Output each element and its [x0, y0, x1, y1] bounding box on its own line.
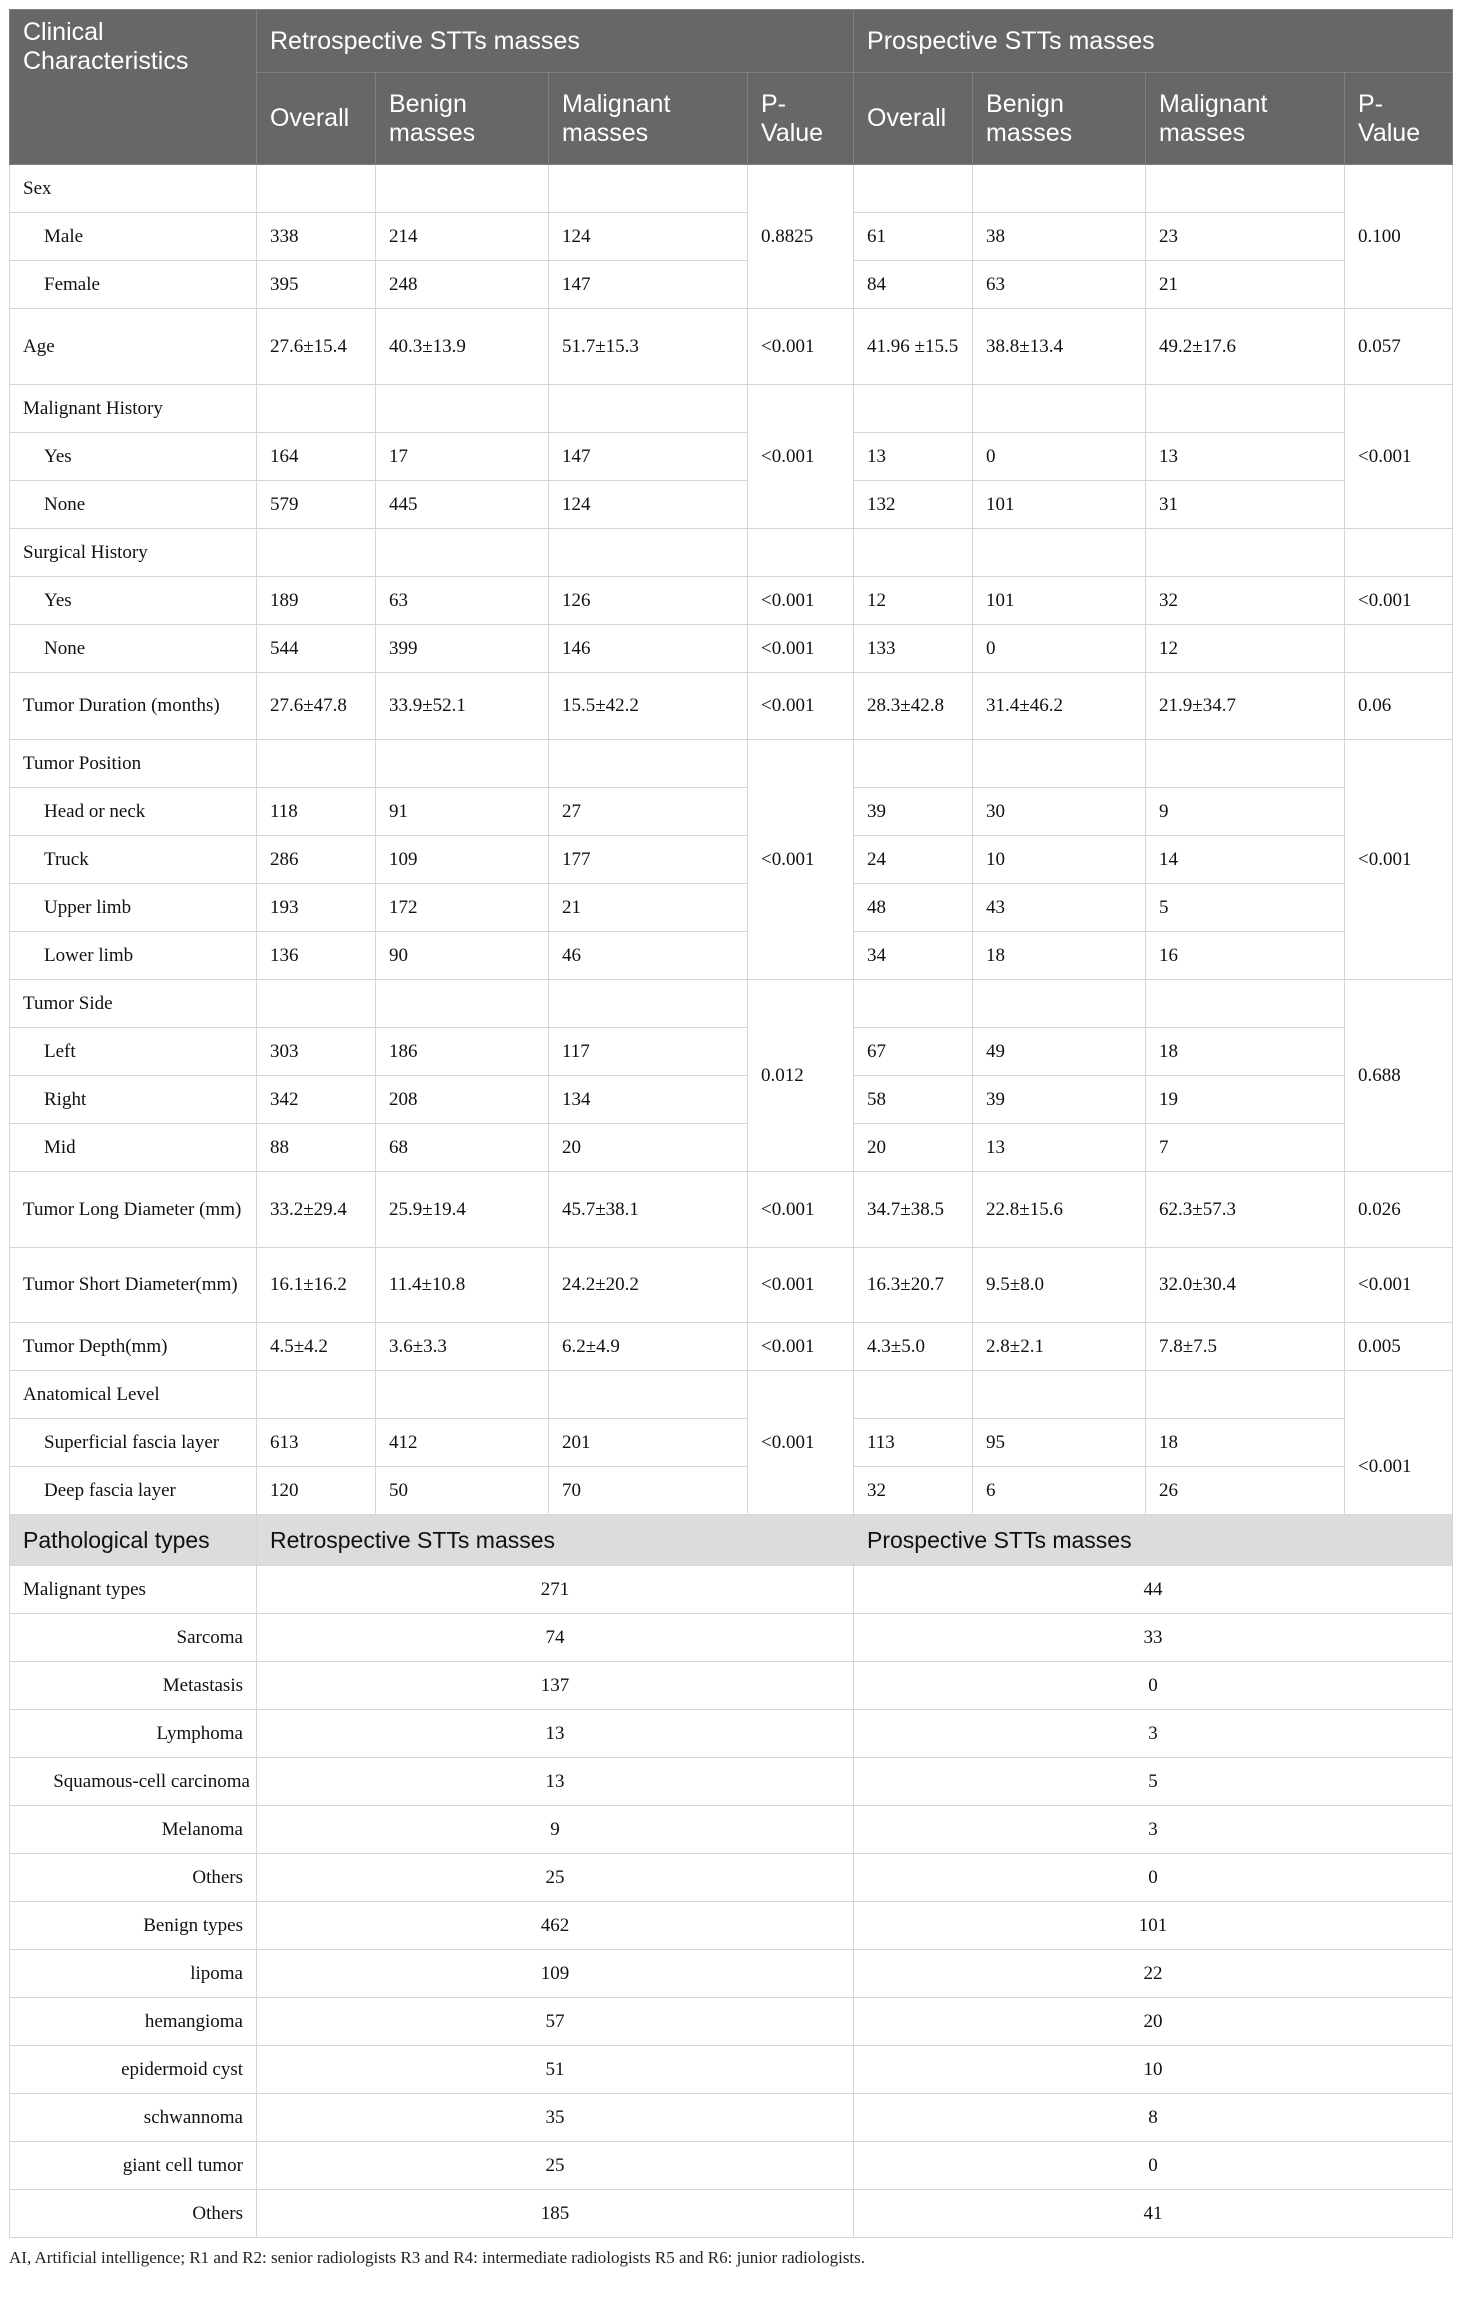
cell: 39 [973, 1076, 1146, 1124]
p-value-cell: 0.012 [748, 980, 854, 1172]
pathology-row [10, 1902, 1453, 1950]
cell: 19 [1146, 1076, 1345, 1124]
row-label: Tumor Side [10, 980, 257, 1028]
cell: 189 [257, 577, 376, 625]
cell: 9.5±8.0 [973, 1248, 1146, 1323]
table-row [10, 980, 1453, 1028]
pathology-pro-value: 101 [854, 1902, 1453, 1950]
table-row [10, 673, 1453, 740]
p-value-cell: 0.06 [1345, 673, 1453, 740]
p-value-cell: 0.026 [1345, 1172, 1453, 1248]
row-label: Anatomical Level [10, 1371, 257, 1419]
table-row [10, 213, 1453, 261]
cell: 39 [854, 788, 973, 836]
cell: 6.2±4.9 [549, 1323, 748, 1371]
table-row [10, 529, 1453, 577]
p-value-cell: <0.001 [748, 1248, 854, 1323]
p-value-cell: <0.001 [748, 385, 854, 529]
cell: 33.9±52.1 [376, 673, 549, 740]
pathology-retro-value: 51 [257, 2046, 854, 2094]
row-label: Tumor Duration (months) [10, 673, 257, 740]
pathology-retro-value: 462 [257, 1902, 854, 1950]
cell: 16.1±16.2 [257, 1248, 376, 1323]
table-row [10, 165, 1453, 213]
cell: 95 [973, 1419, 1146, 1467]
cell: 395 [257, 261, 376, 309]
cell: 214 [376, 213, 549, 261]
table-row [10, 1076, 1453, 1124]
cell: 164 [257, 433, 376, 481]
cell: 43 [973, 884, 1146, 932]
row-label: None [10, 625, 257, 673]
header-pro-overall: Overall [854, 73, 973, 165]
cell: 0 [973, 433, 1146, 481]
cell: 32 [854, 1467, 973, 1515]
row-label: None [10, 481, 257, 529]
table-row [10, 884, 1453, 932]
cell: 201 [549, 1419, 748, 1467]
cell: 27.6±15.4 [257, 309, 376, 385]
p-value-cell: <0.001 [748, 1371, 854, 1515]
cell: 133 [854, 625, 973, 673]
cell: 51.7±15.3 [549, 309, 748, 385]
cell: 67 [854, 1028, 973, 1076]
table-row [10, 1371, 1453, 1419]
pathology-row [10, 1998, 1453, 2046]
row-label: Age [10, 309, 257, 385]
clinical-characteristics-table [9, 9, 1453, 2238]
cell: 7 [1146, 1124, 1345, 1172]
cell: 88 [257, 1124, 376, 1172]
pathology-retro-value: 57 [257, 1998, 854, 2046]
cell: 27 [549, 788, 748, 836]
cell: 544 [257, 625, 376, 673]
cell: 21 [1146, 261, 1345, 309]
row-label: Male [10, 213, 257, 261]
row-label: Left [10, 1028, 257, 1076]
cell: 28.3±42.8 [854, 673, 973, 740]
p-value-cell: 0.8825 [748, 165, 854, 309]
cell: 12 [854, 577, 973, 625]
p-value-cell: <0.001 [748, 625, 854, 673]
table-row [10, 1124, 1453, 1172]
pathology-label: Sarcoma [10, 1614, 257, 1662]
cell: 16.3±20.7 [854, 1248, 973, 1323]
cell: 101 [973, 481, 1146, 529]
cell: 49.2±17.6 [1146, 309, 1345, 385]
row-label: Sex [10, 165, 257, 213]
header-prospective-group: Prospective STTs masses [854, 10, 1453, 73]
row-label: Deep fascia layer [10, 1467, 257, 1515]
pathology-label: Squamous-cell carcinoma [10, 1758, 257, 1806]
cell: 126 [549, 577, 748, 625]
p-value-cell: 0.057 [1345, 309, 1453, 385]
cell: 63 [973, 261, 1146, 309]
pathology-row [10, 2046, 1453, 2094]
row-label: Lower limb [10, 932, 257, 980]
table-row [10, 1248, 1453, 1323]
pathology-label: Melanoma [10, 1806, 257, 1854]
cell: 23 [1146, 213, 1345, 261]
cell: 120 [257, 1467, 376, 1515]
row-label: Truck [10, 836, 257, 884]
pathology-retro-value: 25 [257, 1854, 854, 1902]
cell: 14 [1146, 836, 1345, 884]
pathology-row [10, 1950, 1453, 1998]
cell: 21 [549, 884, 748, 932]
cell: 177 [549, 836, 748, 884]
cell: 46 [549, 932, 748, 980]
header-retrospective-group: Retrospective STTs masses [257, 10, 854, 73]
header-retro-overall: Overall [257, 73, 376, 165]
pathology-pro-value: 41 [854, 2190, 1453, 2238]
cell: 6 [973, 1467, 1146, 1515]
cell: 13 [1146, 433, 1345, 481]
cell: 22.8±15.6 [973, 1172, 1146, 1248]
cell: 193 [257, 884, 376, 932]
cell: 412 [376, 1419, 549, 1467]
p-value-cell: 0.005 [1345, 1323, 1453, 1371]
cell: 5 [1146, 884, 1345, 932]
pathology-retro-value: 35 [257, 2094, 854, 2142]
pathology-row [10, 1614, 1453, 1662]
cell: 399 [376, 625, 549, 673]
pathology-label: Benign types [10, 1902, 257, 1950]
pathology-row [10, 1758, 1453, 1806]
cell: 91 [376, 788, 549, 836]
cell: 25.9±19.4 [376, 1172, 549, 1248]
row-label: Tumor Depth(mm) [10, 1323, 257, 1371]
pathology-pro-value: 3 [854, 1806, 1453, 1854]
pathology-label: epidermoid cyst [10, 2046, 257, 2094]
cell: 34.7±38.5 [854, 1172, 973, 1248]
cell: 146 [549, 625, 748, 673]
header-retro-malignant: Malignant masses [549, 73, 748, 165]
pathology-retro-header: Retrospective STTs masses [257, 1515, 854, 1566]
cell: 7.8±7.5 [1146, 1323, 1345, 1371]
pathology-retro-value: 271 [257, 1566, 854, 1614]
p-value-cell: <0.001 [748, 740, 854, 980]
table-row [10, 625, 1453, 673]
header-pro-pvalue: P-Value [1345, 73, 1453, 165]
cell: 68 [376, 1124, 549, 1172]
p-value-cell: <0.001 [1345, 1371, 1453, 1515]
p-value-cell: <0.001 [1345, 577, 1453, 625]
cell: 172 [376, 884, 549, 932]
cell: 208 [376, 1076, 549, 1124]
table-row [10, 1028, 1453, 1076]
cell: 4.5±4.2 [257, 1323, 376, 1371]
cell: 11.4±10.8 [376, 1248, 549, 1323]
pathology-retro-value: 13 [257, 1758, 854, 1806]
cell: 342 [257, 1076, 376, 1124]
p-value-cell: <0.001 [1345, 740, 1453, 980]
row-label: Right [10, 1076, 257, 1124]
pathology-retro-value: 74 [257, 1614, 854, 1662]
pathology-retro-value: 185 [257, 2190, 854, 2238]
p-value-cell: <0.001 [1345, 385, 1453, 529]
cell: 26 [1146, 1467, 1345, 1515]
cell: 24.2±20.2 [549, 1248, 748, 1323]
pathology-pro-value: 5 [854, 1758, 1453, 1806]
table-row [10, 740, 1453, 788]
cell: 186 [376, 1028, 549, 1076]
cell: 134 [549, 1076, 748, 1124]
pathology-label: schwannoma [10, 2094, 257, 2142]
pathology-row [10, 1710, 1453, 1758]
pathology-label: Metastasis [10, 1662, 257, 1710]
cell: 17 [376, 433, 549, 481]
row-label: Tumor Position [10, 740, 257, 788]
table-row [10, 1323, 1453, 1371]
pathology-pro-value: 44 [854, 1566, 1453, 1614]
cell: 31 [1146, 481, 1345, 529]
table-row [10, 932, 1453, 980]
cell: 40.3±13.9 [376, 309, 549, 385]
cell: 13 [854, 433, 973, 481]
table-wrapper [9, 9, 1452, 2268]
cell: 13 [973, 1124, 1146, 1172]
cell: 0 [973, 625, 1146, 673]
cell: 38.8±13.4 [973, 309, 1146, 385]
header-pro-benign: Benign masses [973, 73, 1146, 165]
table-row [10, 309, 1453, 385]
cell: 70 [549, 1467, 748, 1515]
cell: 20 [549, 1124, 748, 1172]
cell: 38 [973, 213, 1146, 261]
cell: 45.7±38.1 [549, 1172, 748, 1248]
pathology-pro-value: 8 [854, 2094, 1453, 2142]
pathology-title: Pathological types [10, 1515, 257, 1566]
table-row [10, 261, 1453, 309]
pathology-label: Lymphoma [10, 1710, 257, 1758]
pathology-retro-value: 13 [257, 1710, 854, 1758]
cell: 147 [549, 433, 748, 481]
row-label: Mid [10, 1124, 257, 1172]
cell: 20 [854, 1124, 973, 1172]
pathology-label: lipoma [10, 1950, 257, 1998]
cell: 132 [854, 481, 973, 529]
cell: 31.4±46.2 [973, 673, 1146, 740]
cell: 118 [257, 788, 376, 836]
table-row [10, 788, 1453, 836]
pathology-row [10, 1806, 1453, 1854]
cell: 12 [1146, 625, 1345, 673]
row-label: Tumor Long Diameter (mm) [10, 1172, 257, 1248]
table-row [10, 1172, 1453, 1248]
row-label: Yes [10, 433, 257, 481]
table-row [10, 577, 1453, 625]
pathology-row [10, 1662, 1453, 1710]
pathology-header-row [10, 1515, 1453, 1566]
row-label: Tumor Short Diameter(mm) [10, 1248, 257, 1323]
cell: 3.6±3.3 [376, 1323, 549, 1371]
pathology-row [10, 1854, 1453, 1902]
header-row-1 [10, 10, 1453, 73]
cell: 49 [973, 1028, 1146, 1076]
header-retro-pvalue: P-Value [748, 73, 854, 165]
cell: 147 [549, 261, 748, 309]
table-row [10, 1467, 1453, 1515]
pathology-pro-value: 0 [854, 2142, 1453, 2190]
cell: 63 [376, 577, 549, 625]
table-row [10, 1419, 1453, 1467]
pathology-retro-value: 109 [257, 1950, 854, 1998]
row-label: Surgical History [10, 529, 257, 577]
cell: 338 [257, 213, 376, 261]
cell: 445 [376, 481, 549, 529]
cell: 286 [257, 836, 376, 884]
cell: 32.0±30.4 [1146, 1248, 1345, 1323]
cell: 62.3±57.3 [1146, 1172, 1345, 1248]
cell: 21.9±34.7 [1146, 673, 1345, 740]
cell: 613 [257, 1419, 376, 1467]
row-label: Female [10, 261, 257, 309]
pathology-label: Others [10, 2190, 257, 2238]
pathology-label: giant cell tumor [10, 2142, 257, 2190]
row-label: Malignant History [10, 385, 257, 433]
row-label: Head or neck [10, 788, 257, 836]
pathology-retro-value: 25 [257, 2142, 854, 2190]
cell: 124 [549, 213, 748, 261]
cell: 48 [854, 884, 973, 932]
row-label: Superficial fascia layer [10, 1419, 257, 1467]
table-row [10, 481, 1453, 529]
pathology-pro-value: 20 [854, 1998, 1453, 2046]
pathology-pro-value: 3 [854, 1710, 1453, 1758]
cell: 30 [973, 788, 1146, 836]
table-row [10, 385, 1453, 433]
cell: 10 [973, 836, 1146, 884]
cell: 18 [973, 932, 1146, 980]
cell: 101 [973, 577, 1146, 625]
cell: 27.6±47.8 [257, 673, 376, 740]
cell: 24 [854, 836, 973, 884]
table-footnote: AI, Artificial intelligence; R1 and R2: senior radiologists R3 and R4: intermediate radiologists R5 and R6: junior radiologists. [9, 2248, 866, 2267]
cell: 16 [1146, 932, 1345, 980]
pathology-label: Others [10, 1854, 257, 1902]
pathology-pro-value: 0 [854, 1854, 1453, 1902]
header-retro-benign: Benign masses [376, 73, 549, 165]
cell: 4.3±5.0 [854, 1323, 973, 1371]
p-value-cell: <0.001 [748, 1323, 854, 1371]
p-value-cell: <0.001 [1345, 1248, 1453, 1323]
cell: 84 [854, 261, 973, 309]
pathology-pro-value: 10 [854, 2046, 1453, 2094]
pathology-label: Malignant types [10, 1566, 257, 1614]
cell: 15.5±42.2 [549, 673, 748, 740]
cell: 32 [1146, 577, 1345, 625]
cell: 50 [376, 1467, 549, 1515]
cell: 33.2±29.4 [257, 1172, 376, 1248]
cell: 18 [1146, 1419, 1345, 1467]
cell: 117 [549, 1028, 748, 1076]
p-value-cell: <0.001 [748, 1172, 854, 1248]
header-pro-malignant: Malignant masses [1146, 73, 1345, 165]
pathology-pro-header: Prospective STTs masses [854, 1515, 1453, 1566]
pathology-label: hemangioma [10, 1998, 257, 2046]
pathology-row [10, 2142, 1453, 2190]
cell: 58 [854, 1076, 973, 1124]
p-value-cell: <0.001 [748, 577, 854, 625]
cell: 2.8±2.1 [973, 1323, 1146, 1371]
header-clinical-characteristics: Clinical Characteristics [10, 10, 257, 165]
p-value-cell: <0.001 [748, 309, 854, 385]
pathology-row [10, 2094, 1453, 2142]
pathology-pro-value: 33 [854, 1614, 1453, 1662]
p-value-cell: 0.100 [1345, 165, 1453, 309]
p-value-cell: 0.688 [1345, 980, 1453, 1172]
cell: 248 [376, 261, 549, 309]
cell: 18 [1146, 1028, 1345, 1076]
cell: 41.96 ±15.5 [854, 309, 973, 385]
cell: 90 [376, 932, 549, 980]
cell: 579 [257, 481, 376, 529]
cell: 109 [376, 836, 549, 884]
pathology-pro-value: 0 [854, 1662, 1453, 1710]
pathology-row [10, 2190, 1453, 2238]
pathology-retro-value: 137 [257, 1662, 854, 1710]
table-row [10, 836, 1453, 884]
cell: 61 [854, 213, 973, 261]
cell: 136 [257, 932, 376, 980]
table-row [10, 433, 1453, 481]
row-label: Upper limb [10, 884, 257, 932]
pathology-row [10, 1566, 1453, 1614]
cell: 9 [1146, 788, 1345, 836]
cell: 34 [854, 932, 973, 980]
row-label: Yes [10, 577, 257, 625]
cell: 303 [257, 1028, 376, 1076]
cell: 113 [854, 1419, 973, 1467]
pathology-retro-value: 9 [257, 1806, 854, 1854]
p-value-cell: <0.001 [748, 673, 854, 740]
pathology-pro-value: 22 [854, 1950, 1453, 1998]
cell: 124 [549, 481, 748, 529]
